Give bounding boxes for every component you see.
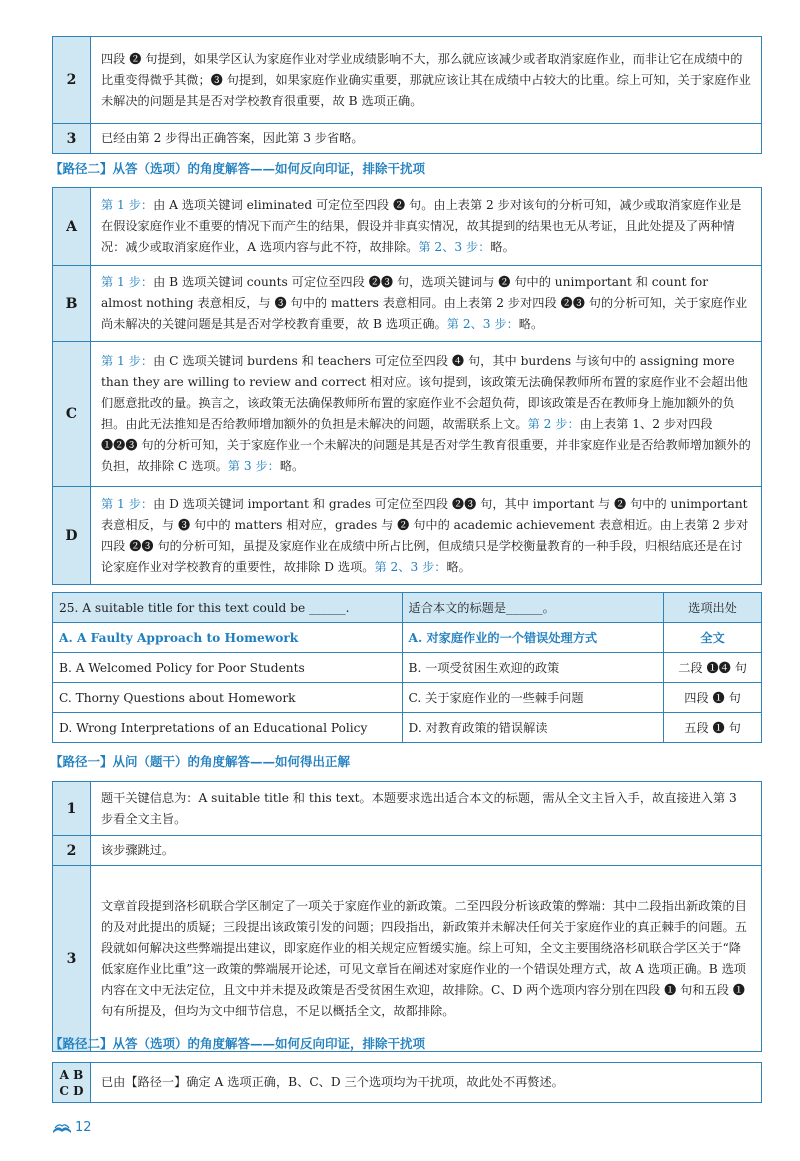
option-analysis	[91, 342, 762, 487]
step-marker: 第 2、3 步：	[418, 240, 491, 254]
option-source: 四段 ❶ 句	[664, 683, 762, 713]
step-number: 3	[53, 866, 91, 1052]
table-row	[53, 1063, 762, 1103]
table-row	[53, 266, 762, 342]
question-stem-en: 25. A suitable title for this text could be ______.	[53, 593, 403, 623]
option-row	[53, 653, 762, 683]
option-label: B	[53, 266, 91, 342]
table-row	[53, 124, 762, 154]
step-number: 3	[53, 124, 91, 154]
option-source: 二段 ❶❹ 句	[664, 653, 762, 683]
step-marker: 第 1 步：	[101, 354, 154, 368]
step-marker: 第 1 步：	[101, 198, 154, 212]
analysis-table-q24-route1	[52, 36, 762, 154]
option-label: A	[53, 188, 91, 266]
table-row	[53, 37, 762, 124]
option-analysis	[91, 188, 762, 266]
step-text: 已经由第 2 步得出正确答案，因此第 3 步省略。	[91, 124, 762, 154]
option-row	[53, 683, 762, 713]
table-row	[53, 782, 762, 836]
analysis-tail: 略。	[446, 559, 471, 574]
option-cn: B. 一项受贫困生欢迎的政策	[402, 653, 664, 683]
step-number: 2	[53, 836, 91, 866]
option-row-correct	[53, 623, 762, 653]
step-text: 该步骤跳过。	[91, 836, 762, 866]
page-footer	[52, 1120, 92, 1135]
question-header-row	[53, 593, 762, 623]
option-source: 五段 ❶ 句	[664, 713, 762, 743]
option-labels	[53, 1063, 91, 1103]
step-marker: 第 2、3 步：	[446, 317, 519, 331]
route-two-heading-q25: 【路径二】从答（选项）的角度解答——如何反向印证，排除干扰项	[50, 1036, 426, 1051]
option-en: B. A Welcomed Policy for Poor Students	[53, 653, 403, 683]
route-one-heading: 【路径一】从问（题干）的角度解答——如何得出正解	[50, 754, 351, 769]
step-text: 已由【路径一】确定 A 选项正确，B、C、D 三个选项均为干扰项，故此处不再赘述。	[91, 1063, 762, 1103]
analysis-body: 由 A 选项关键词 eliminated 可定位至四段 ❷ 句。由上表第 2 步对该句的分析可知，减少或取消家庭作业是在假设家庭作业不重要的情况下而产生的结果，假设并非真实情况，故其提到的结果也无从考证，且此处提及了两种情况：减少或取消家庭作业，A 选项内容与此不符，故排除。	[101, 198, 742, 254]
step-text: 题干关键信息为：A suitable title 和 this text。本题要求选出适合本文的标题，需从全文主旨入手，故直接进入第 3 步看全文主旨。	[91, 782, 762, 836]
analysis-body: 由 D 选项关键词 important 和 grades 可定位至四段 ❷❸ 句，其中 important 与 ❷ 句中的 unimportant 表意相反，与 ❸ 句中的 matters 相对应，grades 与 ❷ 句中的 academic achievement 表意相近。由上表第 2 步对四段 ❷❸ 句的分析可知，虽提及家庭作业在成绩中所占比例，但成绩只是学校衡量教育的一种手段，归根结底还是在讨论家庭作业对学校教育的重要性，故排除 D 选项。	[101, 496, 749, 574]
step-marker: 第 1 步：	[101, 496, 154, 511]
analysis-tail: 略。	[279, 459, 305, 473]
table-row	[53, 487, 762, 585]
option-labels-bottom: C D	[59, 1083, 84, 1098]
step-text: 文章首段提到洛杉矶联合学区制定了一项关于家庭作业的新政策。二至四段分析该政策的弊端：其中二段指出新政策的目的及对此提出的质疑；三段提出该政策引发的问题；四段指出，新政策并未解决任何关于家庭作业的真正棘手的问题。五段就如何解决这些弊端提出建议，即家庭作业的相关规定应暂缓实施。综上可知，全文主要围绕洛杉矶联合学区关于“降低家庭作业比重”这一政策的弊端展开论述，可见文章旨在阐述对家庭作业的一个错误处理方式，故 A 选项正确。B 选项内容在文中无法定位，且文中并未提及政策是否受贫困生欢迎，故排除。C、D 两个选项内容分别在四段 ❶ 句和五段 ❶ 句有所提及，但均为文中细节信息，不足以概括全文，故都排除。	[91, 866, 762, 1052]
step-marker: 第 2、3 步：	[374, 559, 447, 574]
option-cn: D. 对教育政策的错误解读	[402, 713, 664, 743]
options-analysis-table	[52, 187, 762, 585]
option-analysis	[91, 487, 762, 585]
table-row	[53, 342, 762, 487]
analysis-body-2: 由上表第 1、2 步对四段 ❶❷❸ 句的分析可知，关于家庭作业一个未解决的问题是其是否对学生教育很重要，并非家庭作业是否给教师增加额外的负担，故排除 C 选项。	[101, 417, 751, 473]
analysis-tail: 略。	[518, 317, 544, 331]
question-25-table	[52, 592, 762, 743]
option-row	[53, 713, 762, 743]
book-icon	[52, 1122, 72, 1134]
step-number: 2	[53, 37, 91, 124]
step-marker: 第 1 步：	[101, 275, 154, 289]
analysis-tail: 略。	[490, 240, 515, 254]
option-labels-top: A B	[59, 1067, 84, 1082]
option-en: A. A Faulty Approach to Homework	[53, 623, 403, 653]
question-stem-cn: 适合本文的标题是______。	[402, 593, 664, 623]
option-source: 全文	[664, 623, 762, 653]
step-text: 四段 ❷ 句提到，如果学区认为家庭作业对学业成绩影响不大，那么就应该减少或者取消家庭作业，而非让它在成绩中的比重变得微乎其微；❸ 句提到，如果家庭作业确实重要，那就应该让其在成绩中占较大的比重。综上可知，关于家庭作业未解决的问题是其是否对学校教育很重要，故 B 选项正确。	[91, 37, 762, 124]
route-two-heading: 【路径二】从答（选项）的角度解答——如何反向印证，排除干扰项	[50, 161, 426, 176]
option-analysis	[91, 266, 762, 342]
step-marker: 第 2 步：	[527, 417, 580, 431]
option-en: D. Wrong Interpretations of an Educational Policy	[53, 713, 403, 743]
table-row	[53, 836, 762, 866]
page-number: 12	[75, 1120, 92, 1135]
analysis-table-q25-route2	[52, 1062, 762, 1103]
source-column-header: 选项出处	[664, 593, 762, 623]
step-number: 1	[53, 782, 91, 836]
table-row	[53, 866, 762, 1052]
analysis-body: 由 C 选项关键词 burdens 和 teachers 可定位至四段 ❹ 句，其中 burdens 与该句中的 assigning more than they are willing to review and correct 相对应。该句提到，该政策无法确保教师所布置的家庭作业不会超出他们愿意批改的量。换言之，该政策无法确保教师所布置的家庭作业不会超负荷，即该政策是否在教师身上施加额外的负担。由此无法推知是否给教师增加额外的负担是未解决的问题，故需联系上文。	[101, 354, 748, 431]
option-cn: A. 对家庭作业的一个错误处理方式	[402, 623, 664, 653]
option-label: D	[53, 487, 91, 585]
option-cn: C. 关于家庭作业的一些棘手问题	[402, 683, 664, 713]
step-marker: 第 3 步：	[227, 459, 280, 473]
analysis-body: 由 B 选项关键词 counts 可定位至四段 ❷❸ 句，选项关键词与 ❷ 句中的 unimportant 和 count for almost nothing 表意相反，与 ❸ 句中的 matters 表意相同。由上表第 2 步对四段 ❷❸ 句的分析可知，关于家庭作业尚未解决的关键问题是其是否对学校教育重要，故 B 选项正确。	[101, 275, 748, 331]
option-label: C	[53, 342, 91, 487]
analysis-table-q25-route1	[52, 781, 762, 1052]
option-en: C. Thorny Questions about Homework	[53, 683, 403, 713]
table-row	[53, 188, 762, 266]
